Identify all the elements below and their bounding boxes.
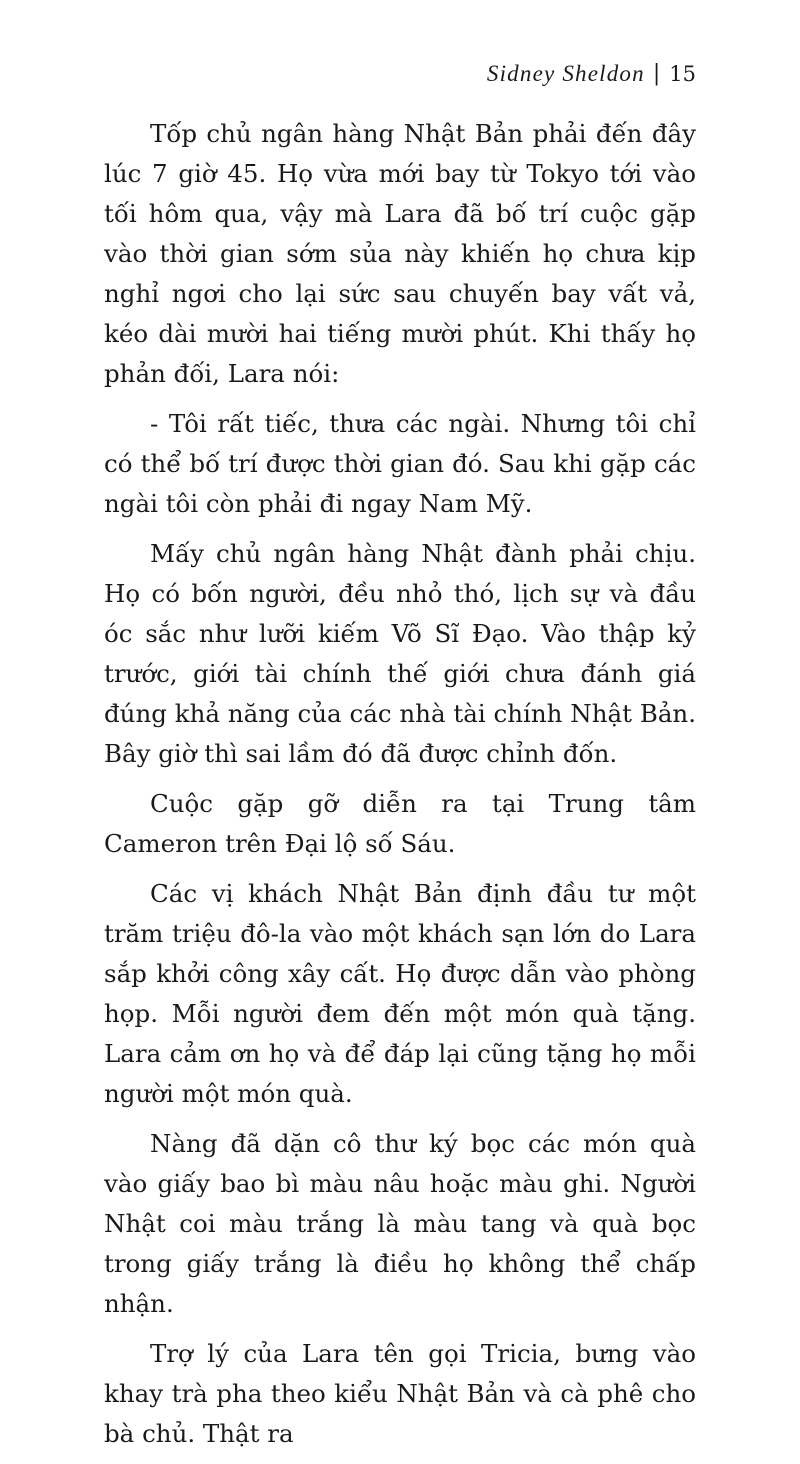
paragraph: Nàng đã dặn cô thư ký bọc các món quà vào giấy bao bì màu nâu hoặc màu ghi. Người Nhật coi màu trắng là màu tang và quà bọc trong giấy trắng là điều họ không thể chấp nhận.: [104, 1129, 696, 1318]
paragraph: Tốp chủ ngân hàng Nhật Bản phải đến đây lúc 7 giờ 45. Họ vừa mới bay từ Tokyo tới vào tối hôm qua, vậy mà Lara đã bố trí cuộc gặp vào thời gian sớm sủa này khiến họ chưa kịp nghỉ ngơi cho lại sức sau chuyến bay vất vả, kéo dài mười hai tiếng mười phút. Khi thấy họ phản đối, Lara nói:: [104, 119, 696, 388]
page-body: [104, 114, 696, 1464]
paragraph: Cuộc gặp gỡ diễn ra tại Trung tâm Cameron trên Đại lộ số Sáu.: [104, 789, 696, 858]
running-header: [487, 60, 696, 88]
paragraph: Trợ lý của Lara tên gọi Tricia, bưng vào khay trà pha theo kiểu Nhật Bản và cà phê cho bà chủ. Thật ra: [104, 1339, 696, 1448]
page-number: 15: [669, 62, 696, 86]
paragraph: Mấy chủ ngân hàng Nhật đành phải chịu. Họ có bốn người, đều nhỏ thó, lịch sự và đầu óc sắc như lưỡi kiếm Võ Sĩ Đạo. Vào thập kỷ trước, giới tài chính thế giới chưa đánh giá đúng khả năng của các nhà tài chính Nhật Bản. Bây giờ thì sai lầm đó đã được chỉnh đốn.: [104, 539, 696, 768]
paragraph: - Tôi rất tiếc, thưa các ngài. Nhưng tôi chỉ có thể bố trí được thời gian đó. Sau khi gặp các ngài tôi còn phải đi ngay Nam Mỹ.: [104, 409, 696, 518]
paragraph: Các vị khách Nhật Bản định đầu tư một trăm triệu đô-la vào một khách sạn lớn do Lara sắp khởi công xây cất. Họ được dẫn vào phòng họp. Mỗi người đem đến một món quà tặng. Lara cảm ơn họ và để đáp lại cũng tặng họ mỗi người một món quà.: [104, 879, 696, 1108]
author-name: Sidney Sheldon: [486, 61, 645, 86]
header-separator: |: [652, 61, 661, 86]
